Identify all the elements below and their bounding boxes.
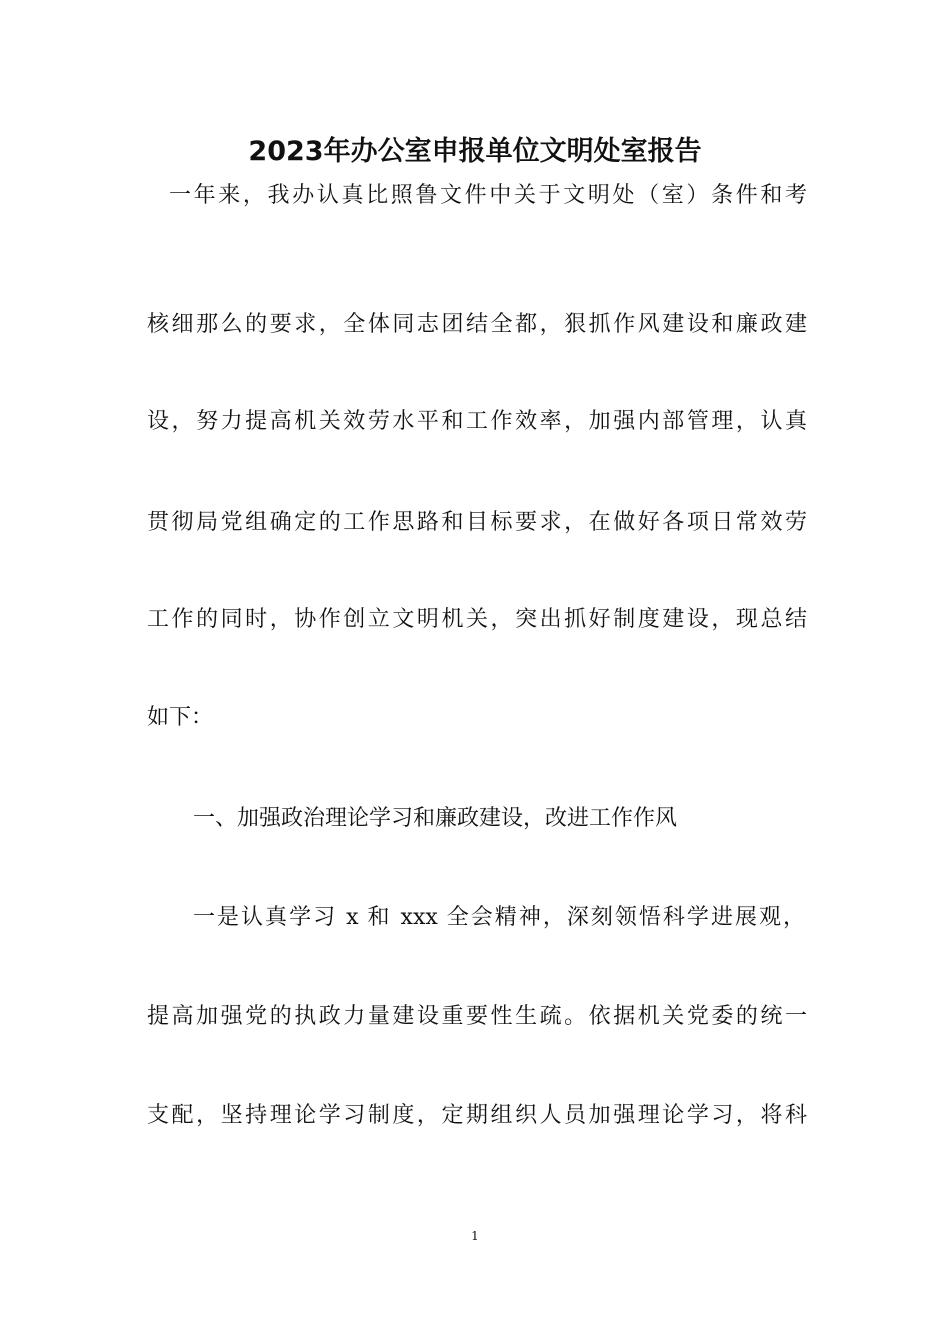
paragraph-2-line-1: 一是认真学习 x 和 xxx 全会精神，深刻领悟科学进展观， bbox=[193, 905, 805, 930]
paragraph-1-line-1: 一年来，我办认真比照鲁文件中关于文明处（室）条件和考 bbox=[169, 183, 807, 208]
paragraph-1-line-2: 核细那么的要求，全体同志团结全都，狠抓作风建设和廉政建 bbox=[147, 312, 807, 337]
paragraph-1-line-3: 设，努力提高机关效劳水平和工作效率，加强内部管理，认真 bbox=[147, 409, 807, 434]
paragraph-2-line-2: 提高加强党的执政力量建设重要性生疏。依据机关党委的统一 bbox=[147, 1004, 807, 1029]
paragraph-1-line-6: 如下： bbox=[147, 705, 214, 730]
paragraph-1-line-5: 工作的同时，协作创立文明机关，突出抓好制度建设，现总结 bbox=[147, 607, 807, 632]
paragraph-2-line-3: 支配，坚持理论学习制度，定期组织人员加强理论学习，将科 bbox=[147, 1103, 807, 1128]
section-1-heading: 一、加强政治理论学习和廉政建设，改进工作作风 bbox=[193, 806, 678, 831]
paragraph-1-line-4: 贯彻局党组确定的工作思路和目标要求，在做好各项日常效劳 bbox=[147, 510, 807, 535]
page-number: 1 bbox=[471, 1229, 479, 1243]
document-title: 2023年办公室申报单位文明处室报告 bbox=[248, 136, 702, 167]
